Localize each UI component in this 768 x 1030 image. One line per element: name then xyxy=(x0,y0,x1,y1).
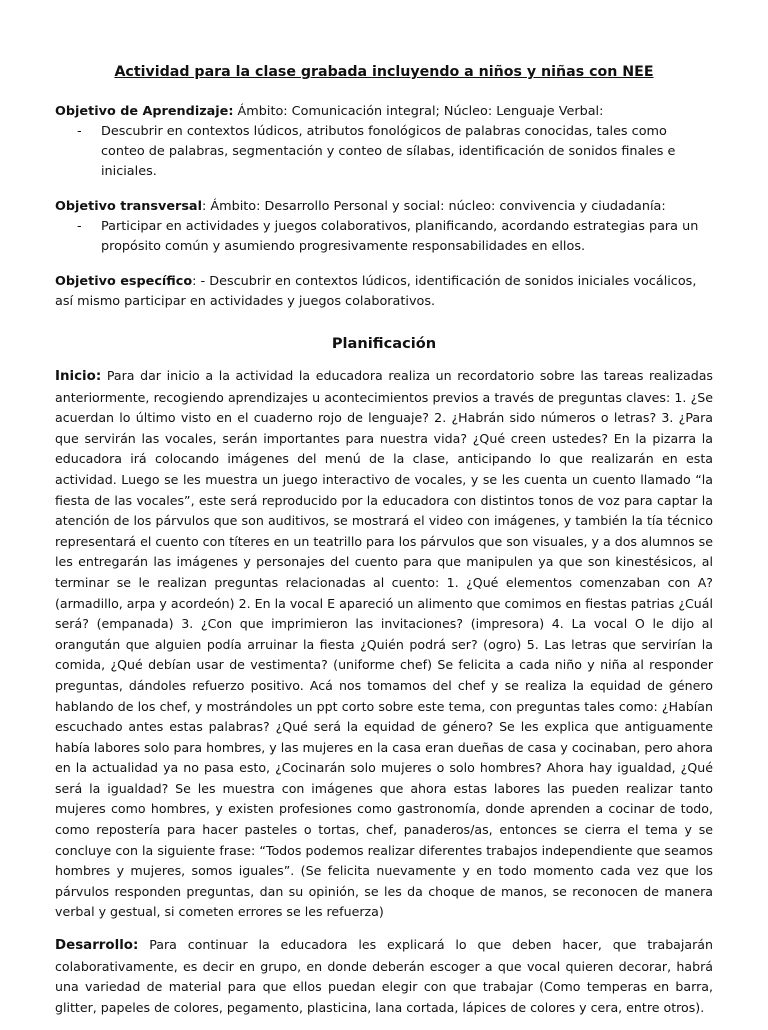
bullet-dash: - xyxy=(77,219,82,234)
inicio-label: Inicio: xyxy=(55,369,102,384)
desarrollo-label: Desarrollo: xyxy=(55,938,139,954)
objective-learning-text: Ámbito: Comunicación integral; Núcleo: Lenguaje Verbal: xyxy=(233,104,604,119)
objective-specific-text: : - Descubrir en contextos lúdicos, identificación de sonidos iniciales vocálicos, así mismo participar en actividades y juegos colaborativos. xyxy=(55,274,697,309)
paragraph-desarrollo xyxy=(55,935,713,1018)
objective-specific-label: Objetivo específico xyxy=(55,274,193,289)
objective-transversal-bullets xyxy=(55,217,713,257)
inicio-text: Para dar inicio a la actividad la educadora realiza un recordatorio sobre las tareas realizadas anteriormente, recogiendo aprendizajes u acontecimientos previos a través de preguntas claves: 1. ¿Se acuerdan lo último visto en el cuaderno rojo de lenguaje? 2. ¿Habrán sido números o letras? 3. ¿Para que servirán las vocales, serán importantes para nuestra vida? ¿Qué creen ustedes? En la pizarra la educadora irá colocando imágenes del menú de la clase, anticipando lo que realizarán en esta actividad. Luego se les muestra un juego interactivo de vocales, y se les cuenta un cuento llamado “la fiesta de las vocales”, este será reproducido por la educadora con distintos tonos de voz para captar la atención de los párvulos que son auditivos, se mostrará el video con imágenes, y también la tía técnico representará el cuento con títeres en un teatrillo para los párvulos que son visuales, y a dos alumnos se les entregarán las imágenes y personajes del cuento para que manipulen ya que son kinestésicos, al terminar se le realizan preguntas relacionadas al cuento: 1. ¿Qué elementos comenzaban con A? (armadillo, arpa y acordeón) 2. En la vocal E apareció un alimento que comimos en fiestas patrias ¿Cuál será? (empanada) 3. ¿Con que imprimieron las invitaciones? (impresora) 4. La vocal O le dijo al orangután que alguien podía arruinar la fiesta ¿Quién podrá ser? (ogro) 5. Las letras que servirían la comida, ¿Qué debían usar de vestimenta? (uniforme chef) Se felicita a cada niño y niña al responder preguntas, dándoles refuerzo positivo. Acá nos tomamos del chef y se realiza la equidad de género hablando de los chef, y mostrándoles un ppt corto sobre este tema, con preguntas tales como: ¿Habían escuchado antes estas palabras? ¿Qué será la equidad de género? Se les explica que antiguamente había labores solo para hombres, y las mujeres en la casa eran dueñas de casa y cocinaban, pero ahora en la actualidad ya no pasa esto, ¿Cocinarán solo mujeres o solo hombres? Ahora hay igualdad, ¿Qué será la igualdad? Se les muestra con imágenes que ahora estas labores las pueden realizar tanto mujeres como hombres, y existen profesiones como gastronomía, donde aprenden a cocinar de todo, como repostería para hacer pasteles o tortas, chef, panaderos/as, entonces se cierra el tema y se concluye con la siguiente frase: “Todos podemos realizar diferentes trabajos independiente que seamos hombres y mujeres, somos iguales”. (Se felicita nuevamente y en todo momento cada vez que los párvulos responden preguntas, dan su opinión, se les da choque de manos, se reconocen de manera verbal y gestual, si cometen errores se les refuerza) xyxy=(55,368,713,920)
objective-transversal-text: : Ámbito: Desarrollo Personal y social: núcleo: convivencia y ciudadanía: xyxy=(201,199,666,214)
document-page xyxy=(55,62,713,1030)
objective-transversal xyxy=(55,197,713,217)
objective-transversal-label: Objetivo transversal xyxy=(55,199,202,214)
objective-learning xyxy=(55,102,713,122)
paragraph-inicio xyxy=(55,366,713,923)
desarrollo-text: Para continuar la educadora les explicará lo que deben hacer, que trabajarán colaborativamente, es decir en grupo, en donde deberán escoger a que vocal quieren decorar, habrá una variedad de material para que ellos puedan elegir con que trabajar (Como temperas en barra, glitter, papeles de colores, pegamento, plasticina, lana cortada, lápices de colores y cera, entre otros). xyxy=(55,937,713,1015)
document-title: Actividad para la clase grabada incluyendo a niños y niñas con NEE xyxy=(114,64,654,80)
section-title-planificacion: Planificación xyxy=(331,335,437,352)
list-item xyxy=(55,122,713,182)
bullet-text: Descubrir en contextos lúdicos, atributos fonológicos de palabras conocidas, tales como conteo de palabras, segmentación y conteo de sílabas, identificación de sonidos finales e iniciales. xyxy=(101,124,676,179)
objective-specific xyxy=(55,272,713,312)
bullet-dash: - xyxy=(77,124,82,139)
list-item xyxy=(55,217,713,257)
objective-learning-label: Objetivo de Aprendizaje: xyxy=(55,104,234,119)
objective-learning-bullets xyxy=(55,122,713,182)
bullet-text: Participar en actividades y juegos colaborativos, planificando, acordando estrategias para un propósito común y asumiendo progresivamente responsabilidades en ellos. xyxy=(101,219,699,254)
